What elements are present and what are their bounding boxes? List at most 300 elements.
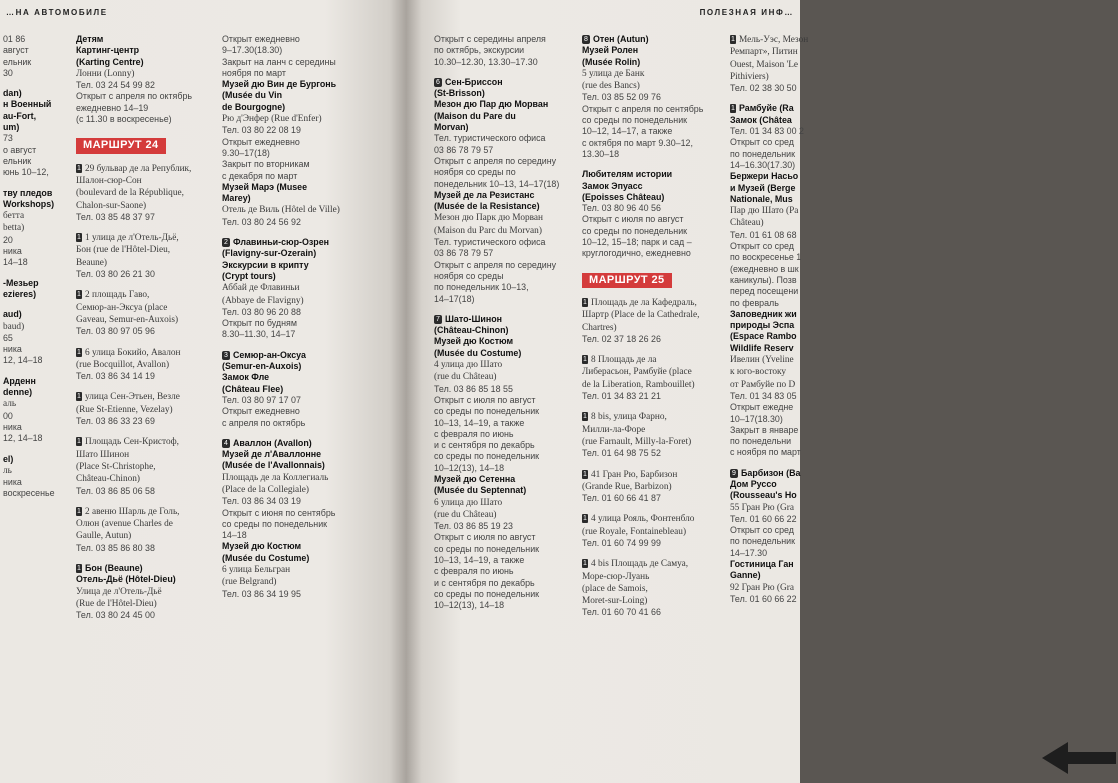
entry-info: Открыт с середины апреля <box>434 34 546 44</box>
entry-title: au-Fort, <box>3 110 37 121</box>
entry-info: Открыт с июля по август <box>582 214 684 225</box>
entry-info: и с сентября по декабрь <box>434 440 535 451</box>
entry-line <box>3 433 75 444</box>
entry-line <box>434 167 574 178</box>
entry-info: 03 86 78 79 57 <box>434 248 494 259</box>
entry-address: 6 улица Бельгран <box>222 565 291 576</box>
listing-entry <box>730 103 804 458</box>
entry-info: ника <box>3 421 22 432</box>
entry-line <box>76 404 214 416</box>
entry-line <box>730 241 800 252</box>
entry-line <box>582 92 732 103</box>
entry-line <box>434 179 574 190</box>
entry-line <box>730 525 800 536</box>
entry-info: Открыт ежедневно <box>222 136 300 147</box>
entry-address: Château) <box>730 218 764 229</box>
listing-entry <box>3 188 75 269</box>
entry-info: по воскресенье 1 <box>730 252 802 263</box>
entry-address: (Rue de l'Hôtel-Dieu) <box>76 598 157 609</box>
entry-address: (place de Samois, <box>582 583 648 594</box>
entry-address: Рю д'Энфер (Rue d'Enfer) <box>222 114 322 125</box>
entry-line <box>434 566 574 577</box>
entry-title: Арденн <box>3 375 36 386</box>
listing-entry <box>76 436 214 496</box>
entry-info: Тел. 03 80 96 20 88 <box>222 306 301 317</box>
entry-line <box>222 519 372 530</box>
entry-line <box>76 57 214 68</box>
entry-line <box>582 481 732 493</box>
entry-line <box>76 574 214 585</box>
entry-line <box>76 175 214 187</box>
entry-line <box>730 34 809 46</box>
entry-info: со среды по понедельник <box>582 225 688 236</box>
entry-line <box>222 271 372 282</box>
entry-address: 6 улица Бокийо, Авалон <box>85 347 181 358</box>
entry-line <box>730 559 800 570</box>
entry-address: Площадь де ла Кафедраль, <box>591 297 697 308</box>
entry-number-badge: 1 <box>583 413 587 421</box>
entry-title: -Мезьер <box>3 277 39 288</box>
entry-line <box>730 425 800 436</box>
entry-line <box>222 589 372 600</box>
listing-entry <box>76 347 214 383</box>
entry-title: н Военный <box>3 99 52 110</box>
entry-line <box>730 447 800 458</box>
entry-info: Тел. 02 38 30 50 <box>730 83 797 94</box>
entry-title: (Musée de la Resistance) <box>434 201 540 212</box>
entry-address: улица Сен-Этьен, Везле <box>85 392 180 403</box>
entry-line <box>76 269 214 280</box>
entry-line <box>76 543 214 554</box>
entry-info: (ежедневно в шк <box>730 263 799 274</box>
listing-entry <box>434 77 574 305</box>
entry-line <box>3 156 75 167</box>
entry-info: Тел. 01 34 83 00 2 <box>730 126 804 137</box>
entry-line <box>582 366 732 378</box>
column-3 <box>222 34 372 609</box>
entry-title: и Музей (Berge <box>730 182 796 193</box>
entry-info: Тел. 03 86 34 14 19 <box>76 371 155 382</box>
entry-line <box>434 336 574 347</box>
entry-line <box>730 309 800 320</box>
entry-line <box>434 282 574 293</box>
entry-line <box>582 558 732 570</box>
entry-line <box>582 513 732 525</box>
entry-address: 8 Площадь де ла <box>591 355 657 366</box>
entry-line <box>222 307 372 318</box>
entry-info: со среды по понедельник <box>434 406 540 417</box>
entry-info: с декабря по март <box>222 170 298 181</box>
listing-entry <box>3 454 75 500</box>
entry-line <box>434 237 574 248</box>
entry-info: Тел. 01 60 74 99 99 <box>582 537 661 548</box>
entry-line <box>76 289 214 301</box>
entry-info: Тел. 03 85 86 80 38 <box>76 542 155 553</box>
entry-title: Музей дю Вин де Бургонь <box>222 79 337 90</box>
entry-title: Мезон дю Пар дю Морван <box>434 99 549 110</box>
entry-info: Тел. 01 60 66 41 87 <box>582 493 661 504</box>
entry-info: 9.30–17(18) <box>222 147 270 158</box>
entry-line <box>730 548 800 559</box>
entry-line <box>76 200 214 212</box>
entry-title: Wildlife Reserv <box>730 342 794 353</box>
entry-line <box>222 102 372 113</box>
entry-info: с февраля по июнь <box>434 428 514 439</box>
entry-address: Pithiviers) <box>730 71 769 82</box>
entry-line <box>582 322 732 334</box>
entry-line <box>730 171 800 182</box>
entry-number-badge: 1 <box>583 356 587 364</box>
entry-line <box>434 145 574 156</box>
entry-title: тву пледов <box>3 187 53 198</box>
entry-line <box>222 361 372 372</box>
entry-address: от Рамбуйе по D <box>730 379 796 390</box>
entry-line <box>222 248 372 259</box>
entry-info: со среды по понедельник <box>434 588 540 599</box>
entry-line <box>730 298 800 309</box>
entry-info: Открыт с апреля по середину <box>434 259 557 270</box>
entry-number-badge: 1 <box>77 234 81 242</box>
entry-line <box>3 411 75 422</box>
entry-line <box>76 45 214 56</box>
entry-info: Тел. 03 86 85 18 55 <box>434 383 513 394</box>
entry-title: Барбизон (Ba <box>741 467 801 478</box>
listing-entry <box>434 34 574 68</box>
entry-line <box>434 248 574 259</box>
entry-line <box>730 391 800 402</box>
entry-line <box>730 468 800 479</box>
entry-line <box>434 451 574 462</box>
entry-info: с октября по март 9.30–12, <box>582 137 693 148</box>
entry-info: со среды по понедельник <box>434 451 540 462</box>
entry-info: Тел. 01 61 08 68 <box>730 229 797 240</box>
entry-address: Семюр-ан-Эксуа (place <box>76 302 168 313</box>
entry-line <box>730 354 800 366</box>
entry-info: перед посещени <box>730 286 799 297</box>
entry-number-badge: 1 <box>77 393 81 401</box>
listing-entry <box>582 34 732 160</box>
listing-entry <box>76 289 214 337</box>
entry-info: Открыт со сред <box>730 137 794 148</box>
entry-line <box>582 181 732 192</box>
entry-title: Дом Руссо <box>730 478 777 489</box>
entry-line <box>434 314 574 325</box>
entry-address: бетта <box>3 211 25 222</box>
entry-info: понедельник 10–13, 14–17(18) <box>434 178 560 189</box>
entry-line <box>222 34 372 45</box>
entry-info: Открыт со сред <box>730 525 794 536</box>
entry-info: ника <box>3 477 22 488</box>
entry-info: Открыт с июля по август <box>434 394 536 405</box>
entry-line <box>730 59 800 71</box>
entry-line <box>730 331 800 342</box>
entry-line <box>76 103 214 114</box>
entry-line <box>76 586 214 598</box>
entry-info: ельник <box>3 56 32 67</box>
entry-number-badge: 1 <box>77 291 81 299</box>
entry-number-badge: 1 <box>583 560 587 568</box>
entry-info: Открыт по будням <box>222 318 297 329</box>
entry-info: Открыт с апреля по октябрь <box>76 91 193 102</box>
entry-line <box>582 571 732 583</box>
entry-title: (Musée du Septennat) <box>434 485 527 496</box>
listing-entry <box>76 163 214 223</box>
entry-line <box>222 159 372 170</box>
entry-info: Тел. 03 85 48 37 97 <box>76 211 155 222</box>
entry-title: de Bourgogne) <box>222 101 286 112</box>
entry-line <box>730 71 800 83</box>
entry-title: Рамбуйе (Ra <box>739 103 794 114</box>
entry-info: Открыт с июня по сентябрь <box>222 507 336 518</box>
entry-title: dan) <box>3 88 22 99</box>
entry-address: (Grande Rue, Barbizon) <box>582 481 672 492</box>
entry-line <box>76 302 214 314</box>
entry-address: 55 Гран Рю (Gra <box>730 502 794 513</box>
entry-info: 65 <box>3 332 13 343</box>
entry-info: Тел. 01 34 83 05 <box>730 390 797 401</box>
listing-entry <box>582 297 732 345</box>
entry-line <box>582 104 732 115</box>
entry-title: Музей Марэ (Musee <box>222 181 308 192</box>
entry-info: Тел. 01 64 98 75 52 <box>582 448 661 459</box>
entry-title: (Musée du Vin <box>222 90 282 101</box>
entry-line <box>3 210 75 222</box>
entry-line <box>582 583 732 595</box>
entry-line <box>222 182 372 193</box>
entry-address: (rue du Château) <box>434 509 497 520</box>
entry-info: Тел. туристического офиса <box>434 133 546 144</box>
entry-info: и с сентября по декабрь <box>434 577 535 588</box>
listing-entry <box>582 469 732 505</box>
listing-entry <box>3 376 75 445</box>
entry-line <box>222 68 372 79</box>
entry-line <box>222 530 372 541</box>
entry-info: 10–13, 14–19, а также <box>434 417 525 428</box>
entry-info: по понедельник 10–13, <box>434 282 529 293</box>
entry-line <box>76 391 214 403</box>
entry-line <box>222 193 372 204</box>
entry-title: Экскурсии в крипту <box>222 259 309 270</box>
entry-title: denne) <box>3 387 33 398</box>
listing-entry <box>76 232 214 280</box>
entry-address: Ремпарт», Питин <box>730 47 798 58</box>
entry-line <box>582 248 732 259</box>
entry-info: каникулы). Позв <box>730 274 797 285</box>
entry-line <box>434 406 574 417</box>
entry-title: Музей Ролен <box>582 45 639 56</box>
entry-title: (Musée du Costume) <box>222 552 310 563</box>
entry-info: о август <box>3 144 37 155</box>
entry-line <box>76 486 214 497</box>
entry-title: Семюр-ан-Оксуа <box>233 349 306 360</box>
entry-title: (Karting Centre) <box>76 56 144 67</box>
entry-address: 5 улица де Банк <box>582 68 645 79</box>
entry-line <box>434 201 574 212</box>
entry-info: 10–17(18.30) <box>730 413 783 424</box>
entry-number-badge: 4 <box>222 439 230 448</box>
next-page-arrow-icon <box>1038 738 1118 778</box>
listing-entry <box>582 558 732 618</box>
entry-title: (Flavigny-sur-Ozerain) <box>222 248 317 259</box>
entry-line <box>222 350 372 361</box>
entry-title: Workshops) <box>3 198 55 209</box>
entry-info: Тел. 03 86 34 03 19 <box>222 496 301 507</box>
entry-address: 92 Гран Рю (Gra <box>730 582 794 593</box>
entry-line <box>582 493 732 504</box>
entry-info: 10–12, 15–18; парк и сад – <box>582 237 692 248</box>
entry-line <box>76 244 214 256</box>
entry-address: Château-Chinon) <box>76 474 141 485</box>
entry-title: Детям <box>76 34 104 44</box>
entry-address: ль <box>3 465 12 476</box>
running-head-right: ПОЛЕЗНАЯ ИНФ… <box>699 8 794 17</box>
entry-line <box>76 518 214 530</box>
entry-title: ezieres) <box>3 288 37 299</box>
entry-address: (boulevard de la République, <box>76 188 184 199</box>
entry-line <box>222 496 372 507</box>
entry-info: Тел. туристического офиса <box>434 237 546 248</box>
entry-line <box>730 275 800 286</box>
entry-info: 14–17.30 <box>730 547 768 558</box>
entry-line <box>582 309 732 321</box>
entry-address: (Place St-Christophe, <box>76 461 156 472</box>
entry-title: Отен (Autun) <box>593 34 649 44</box>
entry-line <box>582 68 732 80</box>
entry-line <box>222 329 372 340</box>
entry-title: Аваллон (Avallon) <box>233 437 312 448</box>
entry-address: Шато Шинон <box>76 449 130 460</box>
entry-info: 14–18 <box>222 530 247 541</box>
entry-title: Nationale, Mus <box>730 193 793 204</box>
entry-address: Gaveau, Semur-en-Auxois) <box>76 314 179 325</box>
entry-address: (rue du Château) <box>434 372 497 383</box>
entry-line <box>76 314 214 326</box>
entry-line <box>3 222 75 234</box>
entry-line <box>222 204 372 216</box>
entry-title: Заповедник жи <box>730 308 797 319</box>
entry-line <box>434 474 574 485</box>
listing-entry <box>3 34 75 79</box>
entry-line <box>76 212 214 223</box>
entry-line <box>434 34 574 45</box>
entry-info: Открыт ежедневно <box>222 406 300 417</box>
entry-address: Moret-sur-Loing) <box>582 596 648 607</box>
entry-line <box>3 355 75 366</box>
entry-line <box>730 183 800 194</box>
entry-info: Тел. 01 60 66 22 <box>730 593 797 604</box>
entry-info: ника <box>3 246 22 257</box>
entry-title: Музей дю Сетенна <box>434 473 516 484</box>
entry-line <box>3 34 75 45</box>
entry-info: круглогодично, ежедневно <box>582 248 691 259</box>
entry-line <box>434 271 574 282</box>
entry-info: ноября со среды <box>434 270 504 281</box>
entry-title: Morvan) <box>434 122 469 133</box>
entry-address: (Abbaye de Flavigny) <box>222 295 304 306</box>
entry-title: (Semur-en-Auxois) <box>222 361 302 372</box>
entry-info: 10–12, 14–17, а также <box>582 126 673 137</box>
entry-line <box>222 90 372 101</box>
entry-info: Закрыт на ланч с середины <box>222 56 336 67</box>
entry-number-badge: 1 <box>731 105 735 113</box>
entry-address: Пар дю Шато (Pa <box>730 206 799 217</box>
entry-address: к юго-востоку <box>730 367 787 378</box>
entry-address: 4 bis Площадь де Самуа, <box>591 559 689 570</box>
entry-title: Музей дю Костюм <box>222 541 302 552</box>
entry-line <box>730 194 800 205</box>
entry-line <box>76 359 214 371</box>
entry-line <box>222 318 372 329</box>
entry-line <box>3 246 75 257</box>
listing-entry <box>3 278 75 301</box>
entry-info: Открыт ежедне <box>730 402 794 413</box>
entry-line <box>3 235 75 246</box>
entry-line <box>3 278 75 289</box>
entry-number-badge: 3 <box>222 351 230 360</box>
entry-line <box>434 544 574 555</box>
listing-entry <box>582 513 732 549</box>
entry-address: (Place de la Collegiale) <box>222 484 309 495</box>
entry-line <box>730 379 800 391</box>
entry-line <box>582 448 732 459</box>
entry-title: Музей дю Костюм <box>434 336 514 347</box>
entry-info: Тел. 03 80 24 45 00 <box>76 610 155 621</box>
route-header: МАРШРУТ 25 <box>582 273 672 288</box>
entry-line <box>3 88 75 99</box>
entry-line <box>434 521 574 532</box>
entry-line <box>434 371 574 383</box>
entry-line <box>730 126 804 137</box>
entry-line <box>730 115 800 126</box>
entry-line <box>730 436 800 447</box>
entry-line <box>3 454 75 465</box>
entry-address: 41 Гран Рю, Барбизон <box>591 469 678 480</box>
entry-address: 29 бульвар де ла Републик, <box>85 163 192 174</box>
entry-info: со среды по понедельник <box>434 543 540 554</box>
entry-line <box>730 402 800 413</box>
entry-line <box>222 395 372 406</box>
entry-info: 10–12(13), 14–18 <box>434 462 505 473</box>
entry-line <box>582 169 732 180</box>
entry-line <box>222 171 372 182</box>
entry-line <box>222 148 372 159</box>
entry-info: ника <box>3 344 22 355</box>
entry-line <box>730 160 800 171</box>
entry-line <box>434 212 574 224</box>
entry-line <box>582 149 732 160</box>
entry-title: (St-Brisson) <box>434 88 485 99</box>
entry-number-badge: 1 <box>583 298 587 306</box>
entry-number-badge: 7 <box>434 315 442 324</box>
entry-address: (rue des Bancs) <box>582 81 640 92</box>
entry-info: воскресенье <box>3 488 55 499</box>
entry-info: Открыт с апреля по сентябрь <box>582 103 704 114</box>
entry-line <box>222 113 372 125</box>
entry-title: (Rousseau's Ho <box>730 490 797 501</box>
entry-info: 12, 14–18 <box>3 433 43 444</box>
entry-line <box>76 34 214 45</box>
entry-line <box>222 79 372 90</box>
listing-entry <box>434 314 574 612</box>
entry-info: (с 11.30 в воскресенье) <box>76 114 172 125</box>
entry-info: Тел. 03 86 85 06 58 <box>76 485 155 496</box>
entry-line <box>582 237 732 248</box>
entry-address: Улица де л'Отель-Дьё <box>76 586 162 597</box>
entry-address: (Maison du Parc du Morvan) <box>434 225 542 236</box>
entry-line <box>76 610 214 621</box>
entry-info: с ноября по март <box>730 447 801 458</box>
entry-line <box>222 576 372 588</box>
